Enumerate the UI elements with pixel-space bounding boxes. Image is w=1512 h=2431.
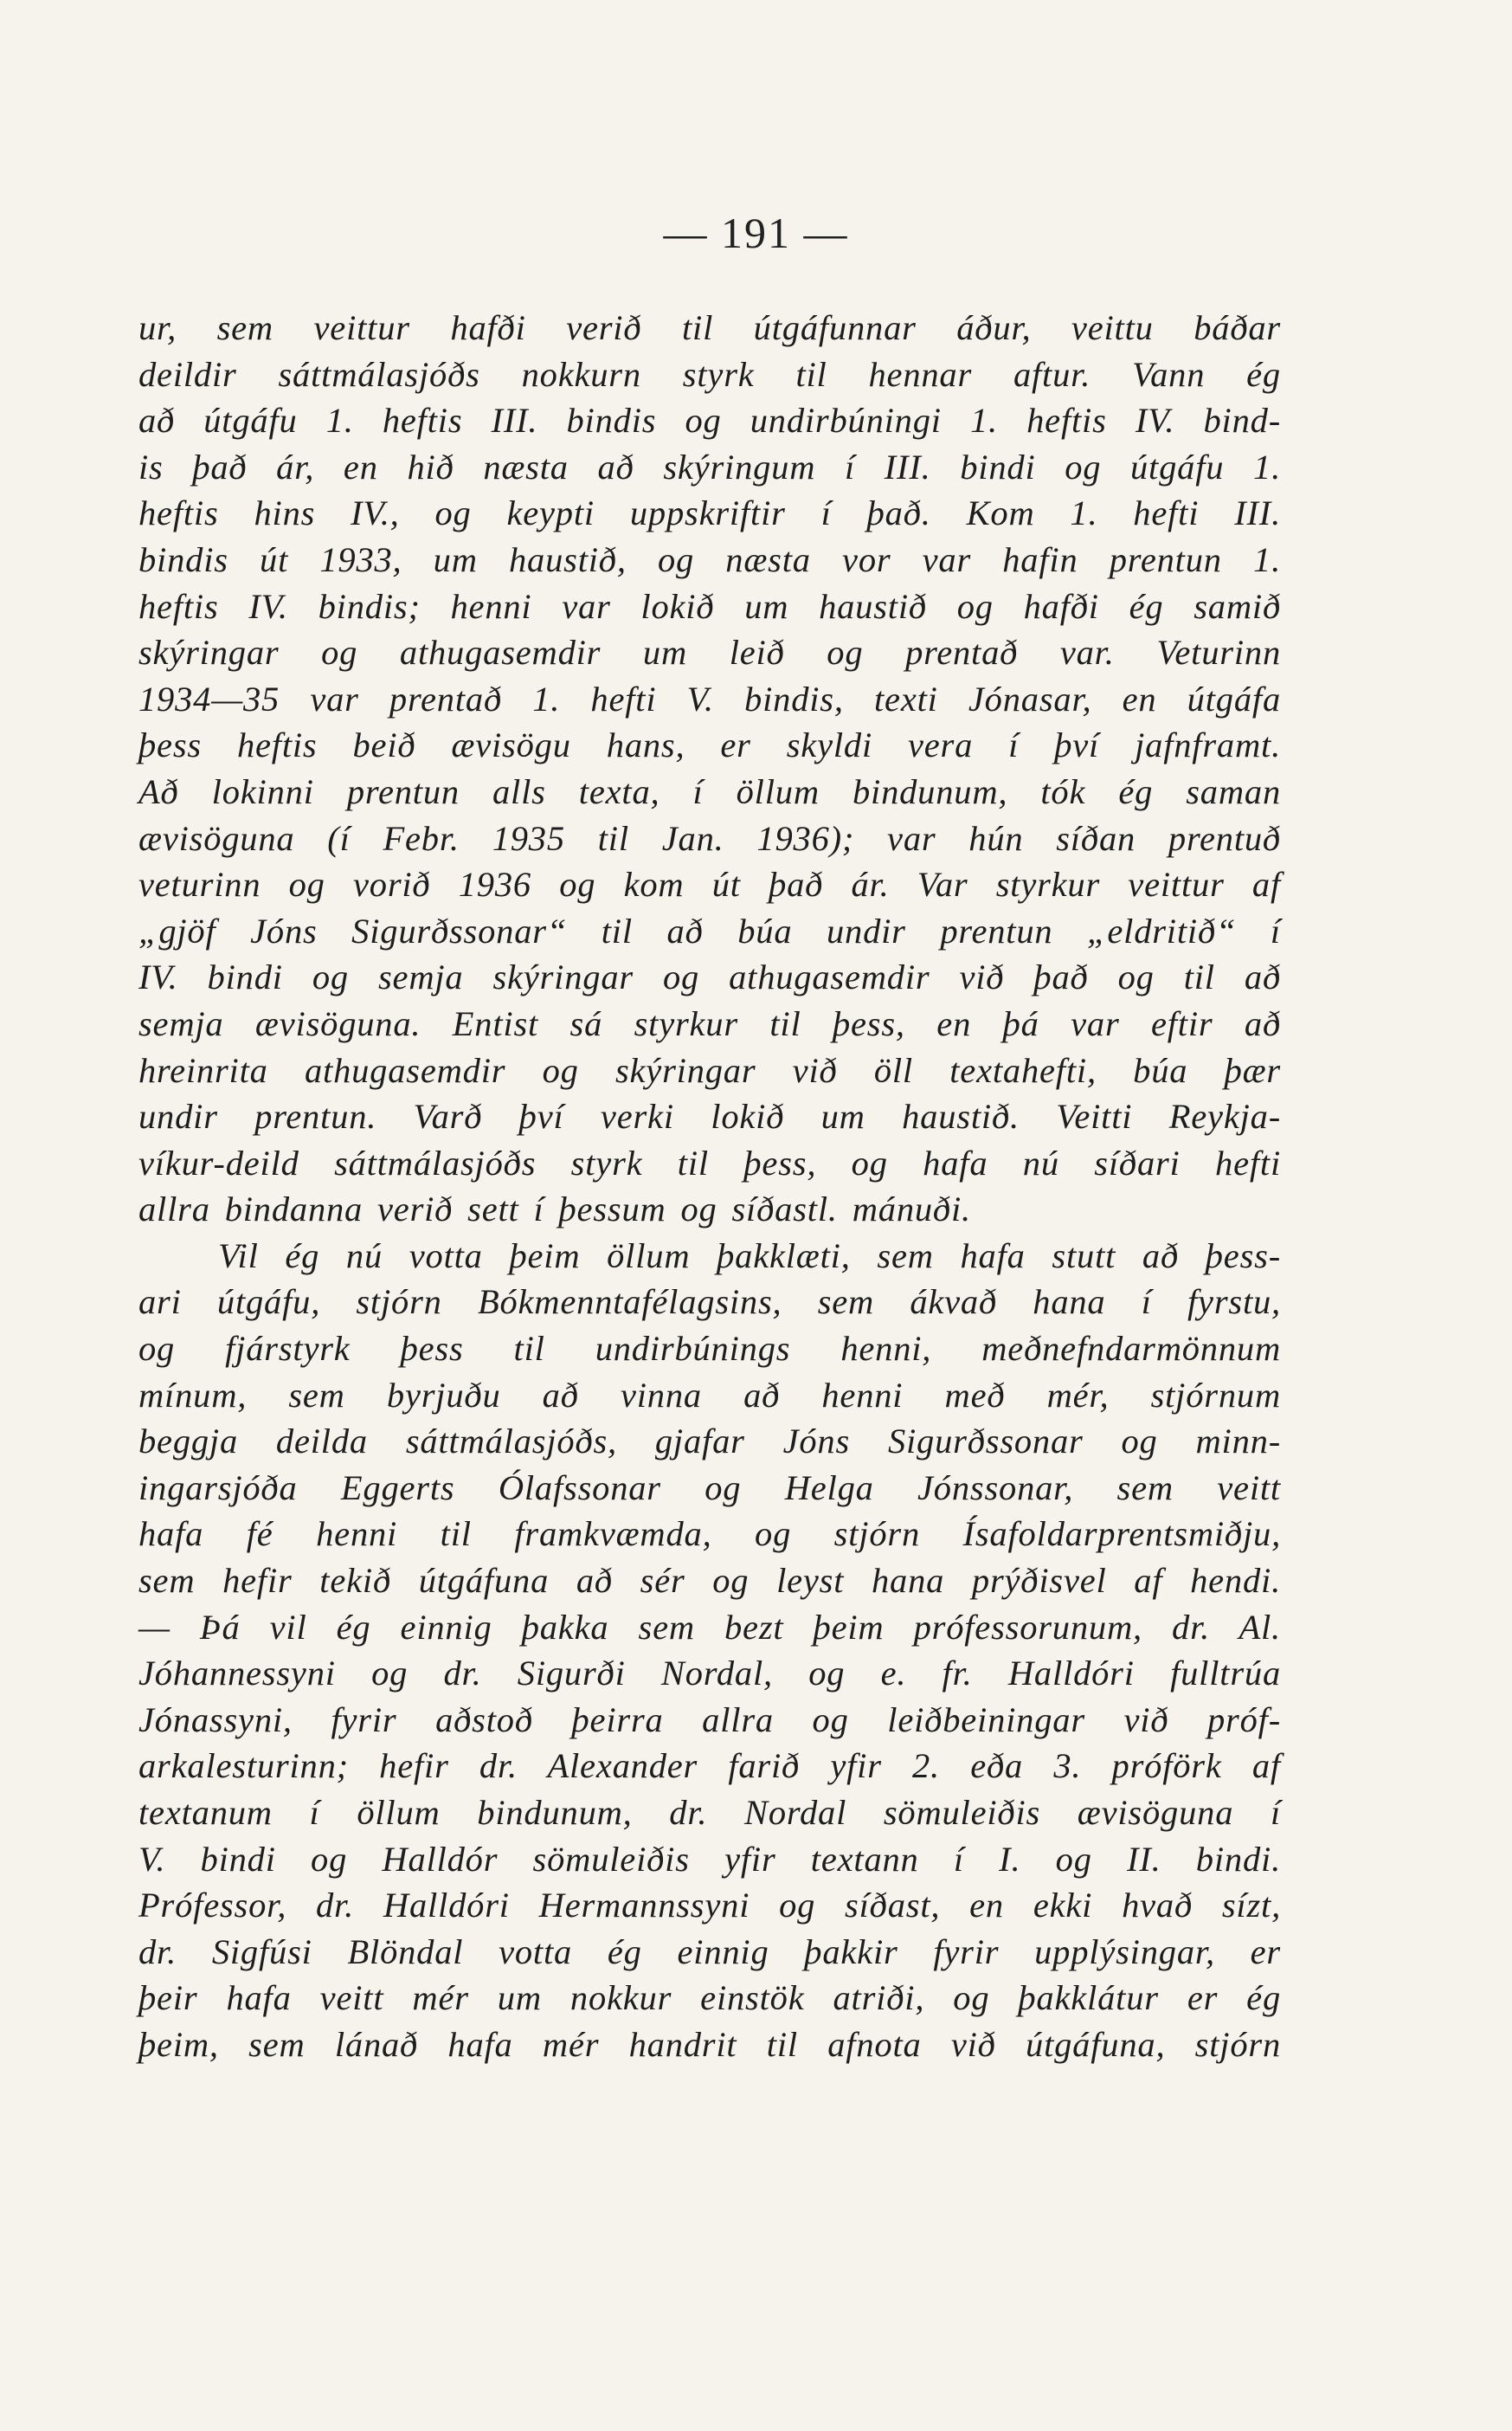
text-line: Vil ég nú votta þeim öllum þakklæti, sem hafa stutt að þess- <box>218 1235 1281 1275</box>
text-line: dr. Sigfúsi Blöndal votta ég einnig þakkir fyrir upplýsingar, er <box>138 1931 1281 1971</box>
text-line: Jónassyni, fyrir aðstoð þeirra allra og leiðbeiningar við próf- <box>138 1699 1281 1739</box>
text-line: ur, sem veittur hafði verið til útgáfunnar áður, veittu báðar <box>138 308 1281 347</box>
text-line: V. bindi og Halldór sömuleiðis yfir textann í I. og II. bindi. <box>138 1839 1281 1879</box>
text-line: heftis IV. bindis; henni var lokið um haustið og hafði ég samið <box>138 586 1281 626</box>
text-line: að útgáfu 1. heftis III. bindis og undirbúningi 1. heftis IV. bind- <box>138 401 1281 441</box>
text-line: hreinrita athugasemdir og skýringar við öll textahefti, búa þær <box>138 1050 1281 1090</box>
text-line: semja ævisöguna. Entist sá styrkur til þess, en þá var eftir að <box>138 1003 1281 1043</box>
text-line: Jóhannessyni og dr. Sigurði Nordal, og e. fr. Halldóri fulltrúa <box>138 1654 1281 1693</box>
text-line: — Þá vil ég einnig þakka sem bezt þeim prófessorunum, dr. Al. <box>138 1607 1281 1647</box>
text-line: allra bindanna verið sett í þessum og síðastl. mánuði. <box>138 1190 971 1229</box>
text-line: 1934—35 var prentað 1. hefti V. bindis, texti Jónasar, en útgáfa <box>138 679 1281 719</box>
text-line: sem hefir tekið útgáfuna að sér og leyst hana prýðisvel af hendi. <box>138 1561 1281 1601</box>
text-line: arkalesturinn; hefir dr. Alexander farið yfir 2. eða 3. próförk af <box>138 1746 1281 1786</box>
text-line: þeir hafa veitt mér um nokkur einstök atriði, og þakklátur er ég <box>138 1978 1281 2018</box>
text-line: beggja deilda sáttmálasjóðs, gjafar Jóns Sigurðssonar og minn- <box>138 1422 1281 1461</box>
text-line: IV. bindi og semja skýringar og athugasemdir við það og til að <box>138 958 1281 997</box>
text-line: „gjöf Jóns Sigurðssonar“ til að búa undir prentun „eldritið“ í <box>138 911 1281 951</box>
page-number: — 191 — <box>663 209 849 257</box>
text-line: is það ár, en hið næsta að skýringum í III. bindi og útgáfu 1. <box>138 447 1281 487</box>
text-line: skýringar og athugasemdir um leið og prentað var. Veturinn <box>138 633 1281 673</box>
text-line: heftis hins IV., og keypti uppskriftir í það. Kom 1. hefti III. <box>138 493 1281 533</box>
body-text <box>138 305 1281 2068</box>
text-line: ari útgáfu, stjórn Bókmenntafélagsins, sem ákvað hana í fyrstu, <box>138 1282 1281 1322</box>
text-line: og fjárstyrk þess til undirbúnings henni, meðnefndarmönnum <box>138 1329 1281 1369</box>
text-line: bindis út 1933, um haustið, og næsta vor var hafin prentun 1. <box>138 539 1281 579</box>
text-line: þess heftis beið ævisögu hans, er skyldi vera í því jafnframt. <box>138 725 1281 765</box>
text-line: ingarsjóða Eggerts Ólafssonar og Helga Jónssonar, sem veitt <box>138 1467 1281 1507</box>
text-line: mínum, sem byrjuðu að vinna að henni með mér, stjórnum <box>138 1375 1281 1415</box>
text-line: ævisöguna (í Febr. 1935 til Jan. 1936); var hún síðan prentuð <box>138 818 1281 858</box>
text-line: undir prentun. Varð því verki lokið um haustið. Veitti Reykja- <box>138 1097 1281 1137</box>
text-line: Að lokinni prentun alls texta, í öllum bindunum, tók ég saman <box>138 771 1281 811</box>
text-line: veturinn og vorið 1936 og kom út það ár. Var styrkur veittur af <box>138 865 1281 905</box>
text-line: Prófessor, dr. Halldóri Hermannssyni og síðast, en ekki hvað sízt, <box>138 1886 1281 1925</box>
text-line: deildir sáttmálasjóðs nokkurn styrk til hennar aftur. Vann ég <box>138 354 1281 394</box>
text-line: hafa fé henni til framkvæmda, og stjórn Ísafoldarprentsmiðju, <box>138 1514 1281 1554</box>
text-line: víkur-deild sáttmálasjóðs styrk til þess, og hafa nú síðari hefti <box>138 1143 1281 1183</box>
text-line: þeim, sem lánað hafa mér handrit til afnota við útgáfuna, stjórn <box>138 2024 1281 2064</box>
text-line: textanum í öllum bindunum, dr. Nordal sömuleiðis ævisöguna í <box>138 1793 1281 1832</box>
